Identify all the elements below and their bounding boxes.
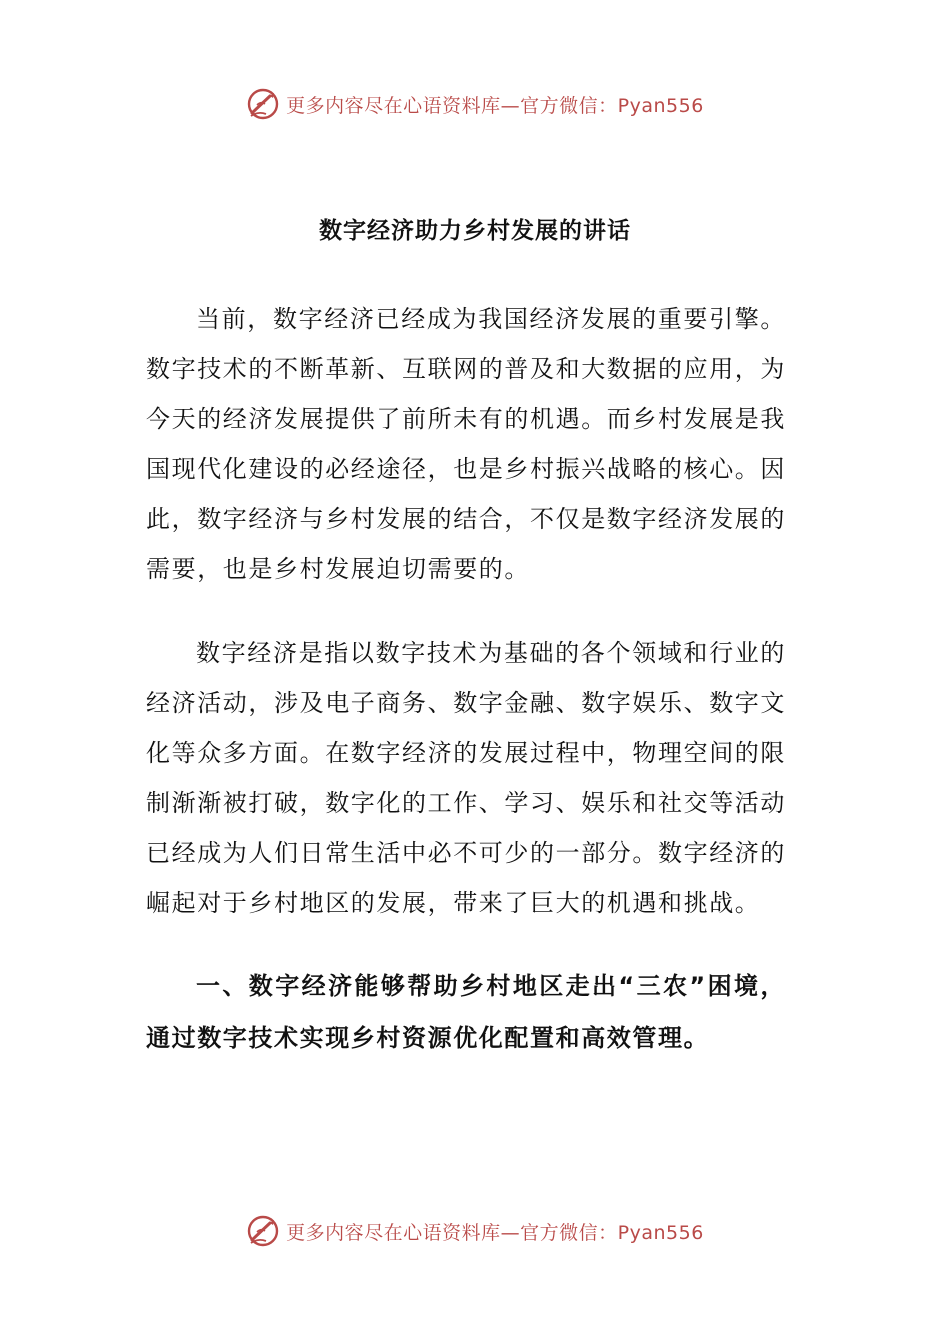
pen-seal-logo-icon [246, 87, 280, 121]
footer-banner [0, 1211, 950, 1251]
header-banner [0, 84, 950, 124]
document-title: 数字经济助力乡村发展的讲话 [319, 218, 631, 244]
section-heading-1: 一、数字经济能够帮助乡村地区走出“三农”困境，通过数字技术实现乡村资源优化配置和高效管理。 [146, 972, 786, 1052]
pen-seal-logo-icon [246, 1214, 280, 1248]
paragraph-1: 当前，数字经济已经成为我国经济发展的重要引擎。数字技术的不断革新、互联网的普及和大数据的应用，为今天的经济发展提供了前所未有的机遇。而乡村发展是我国现代化建设的必经途径，也是乡村振兴战略的核心。因此，数字经济与乡村发展的结合，不仅是数字经济发展的需要，也是乡村发展迫切需要的。 [146, 305, 786, 583]
footer-banner-text: 更多内容尽在心语资料库—官方微信：Pyan556 [286, 1221, 704, 1244]
paragraph-2: 数字经济是指以数字技术为基础的各个领域和行业的经济活动，涉及电子商务、数字金融、数字娱乐、数字文化等众多方面。在数字经济的发展过程中，物理空间的限制渐渐被打破，数字化的工作、学习、娱乐和社交等活动已经成为人们日常生活中必不可少的一部分。数字经济的崛起对于乡村地区的发展，带来了巨大的机遇和挑战。 [146, 639, 786, 917]
header-banner-text: 更多内容尽在心语资料库—官方微信：Pyan556 [286, 94, 704, 117]
